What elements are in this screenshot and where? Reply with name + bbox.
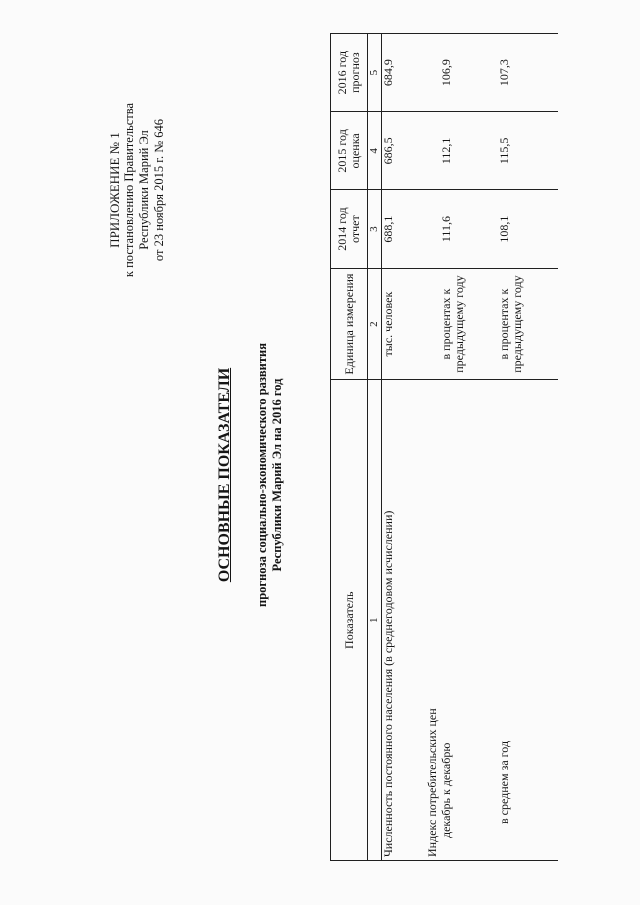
row-value-2016: 107,3 — [498, 34, 558, 112]
column-number: 1 — [368, 380, 382, 861]
row-value-2016: 684,9 — [382, 34, 426, 112]
header-unit: Единица измерения — [331, 268, 368, 380]
row-unit: в процентах к предыдущему году — [498, 268, 558, 380]
table-row — [498, 34, 558, 861]
appendix-header — [107, 65, 167, 315]
row-value-2014: 111,6 — [440, 190, 498, 268]
document-subtitle — [255, 245, 285, 705]
column-number: 3 — [368, 190, 382, 268]
row-unit — [426, 268, 440, 380]
table-row — [426, 34, 440, 861]
row-value-2015 — [426, 112, 440, 190]
column-number: 2 — [368, 268, 382, 380]
row-value-2015: 686,5 — [382, 112, 426, 190]
column-numbers-row — [368, 34, 382, 861]
row-value-2016: 106,9 — [440, 34, 498, 112]
document-title: ОСНОВНЫЕ ПОКАЗАТЕЛИ — [216, 367, 233, 583]
table-header-row — [331, 34, 368, 861]
row-unit: тыс. человек — [382, 268, 426, 380]
row-indicator: в среднем за год — [498, 380, 558, 861]
indicators-table — [330, 33, 558, 861]
row-indicator: Численность постоянного населения (в среднегодовом исчислении) — [382, 380, 426, 861]
row-value-2015: 115,5 — [498, 112, 558, 190]
document-subtitle-line-2: Республики Марий Эл на 2016 год — [270, 378, 284, 572]
row-indicator: декабрь к декабрю — [440, 380, 498, 861]
header-2014: 2014 год отчет — [331, 190, 368, 268]
column-number: 4 — [368, 112, 382, 190]
appendix-title: ПРИЛОЖЕНИЕ № 1 — [107, 132, 122, 248]
document-subtitle-line-1: прогноза социально-экономического развития — [255, 343, 269, 607]
column-number: 5 — [368, 34, 382, 112]
header-2015: 2015 год оценка — [331, 112, 368, 190]
header-2016: 2016 год прогноз — [331, 34, 368, 112]
appendix-line-2: Республики Марий Эл — [137, 130, 151, 250]
appendix-line-3: от 23 ноября 2015 г. № 646 — [152, 118, 166, 262]
row-value-2014: 688,1 — [382, 190, 426, 268]
table-row — [440, 34, 498, 861]
row-value-2015: 112,1 — [440, 112, 498, 190]
appendix-line-1: к постановлению Правительства — [122, 102, 136, 278]
row-unit: в процентах к предыдущему году — [440, 268, 498, 380]
table-row — [382, 34, 426, 861]
row-value-2016 — [426, 34, 440, 112]
header-indicator: Показатель — [331, 380, 368, 861]
row-value-2014 — [426, 190, 440, 268]
row-indicator: Индекс потребительских цен — [426, 380, 440, 861]
row-value-2014: 108,1 — [498, 190, 558, 268]
